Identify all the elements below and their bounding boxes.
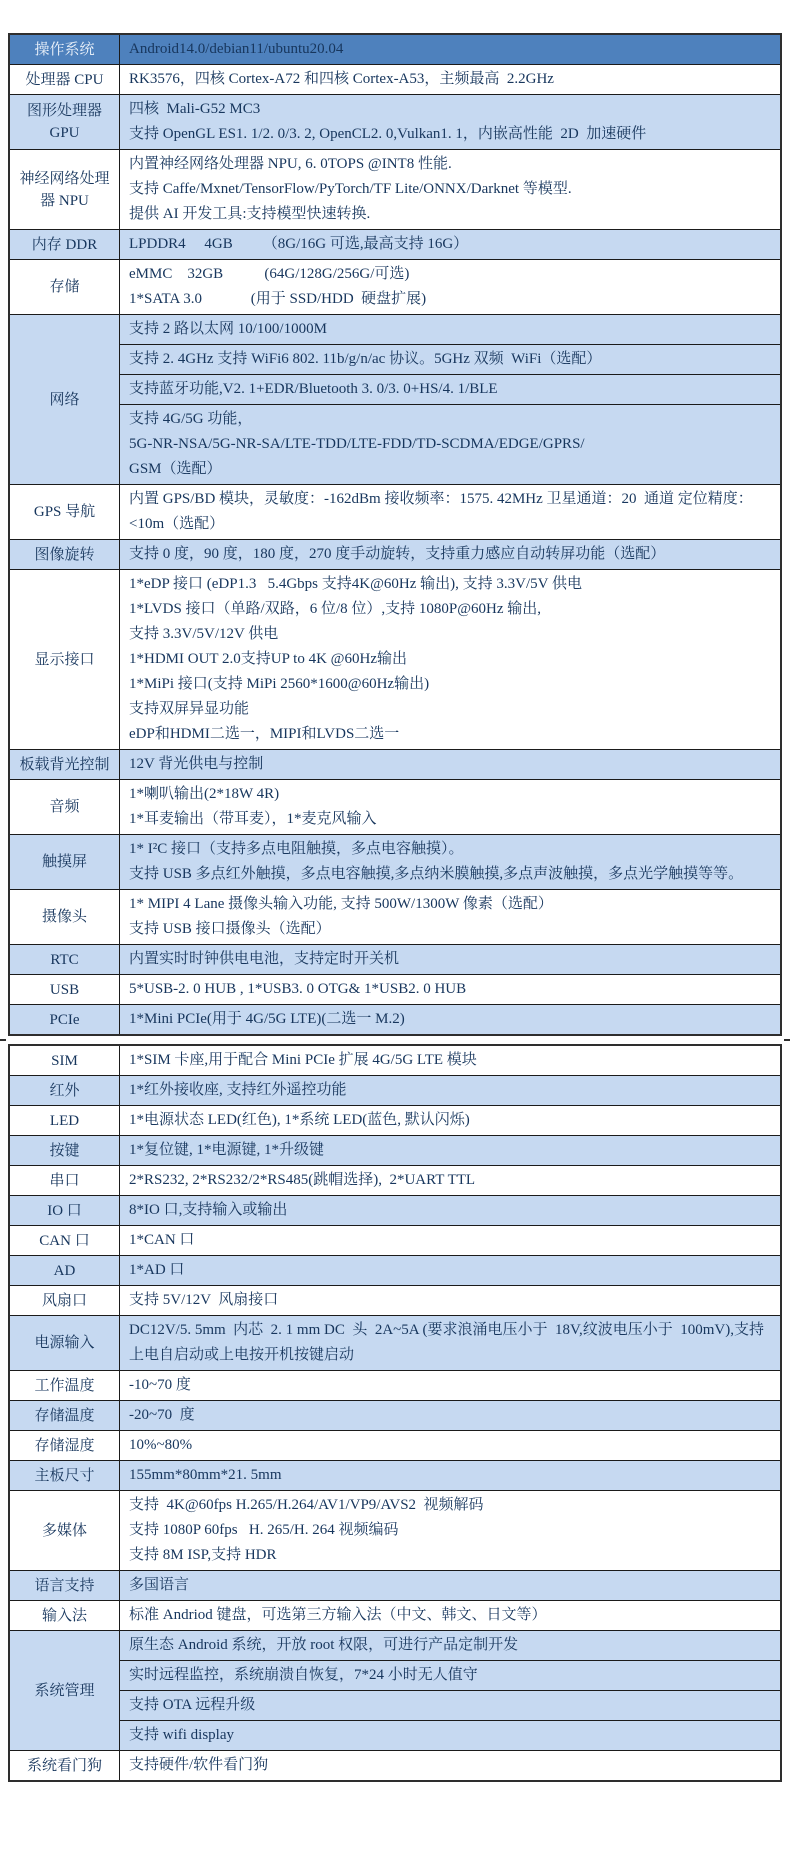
spec-label-multimedia: 多媒体 bbox=[10, 1491, 120, 1570]
spec-row-storage-temp bbox=[10, 1400, 780, 1430]
spec-value-line: GSM（选配） bbox=[129, 461, 222, 477]
spec-value-line: DC12V/5. 5mm 内芯 2. 1 mm DC 头 2A~5A (要求浪涌电压小于 18V,纹波电压小于 100mV),支持上电自启动或上电按开机按键启动 bbox=[129, 1322, 764, 1363]
spec-values-os bbox=[120, 35, 780, 64]
spec-label-fan: 风扇口 bbox=[10, 1286, 120, 1315]
spec-value-line: 支持 5V/12V 风扇接口 bbox=[129, 1292, 279, 1308]
spec-row-can bbox=[10, 1225, 780, 1255]
spec-label-pcie: PCIe bbox=[10, 1005, 120, 1034]
spec-values-rtc bbox=[120, 945, 780, 974]
spec-value-cell bbox=[120, 1571, 780, 1600]
spec-value-cell bbox=[120, 1720, 780, 1750]
spec-row-watchdog bbox=[10, 1750, 780, 1780]
spec-values-power bbox=[120, 1316, 780, 1370]
spec-row-rotation bbox=[10, 539, 780, 569]
spec-values-multimedia bbox=[120, 1491, 780, 1570]
spec-value-cell bbox=[120, 260, 780, 314]
spec-value-cell bbox=[120, 485, 780, 539]
spec-value-cell bbox=[120, 230, 780, 259]
spec-row-power bbox=[10, 1315, 780, 1370]
spec-label-usb: USB bbox=[10, 975, 120, 1004]
spec-values-buttons bbox=[120, 1136, 780, 1165]
spec-value-line: 1* MIPI 4 Lane 摄像头输入功能, 支持 500W/1300W 像素（选配） bbox=[129, 896, 553, 912]
spec-label-op-temp: 工作温度 bbox=[10, 1371, 120, 1400]
spec-values-display bbox=[120, 570, 780, 749]
spec-value-cell bbox=[120, 315, 780, 344]
spec-label-network: 网络 bbox=[10, 315, 120, 484]
spec-value-line: 1*eDP 接口 (eDP1.3 5.4Gbps 支持4K@60Hz 输出), 支持 3.3V/5V 供电 bbox=[129, 576, 582, 592]
spec-label-io: IO 口 bbox=[10, 1196, 120, 1225]
spec-values-serial bbox=[120, 1166, 780, 1195]
spec-row-gps bbox=[10, 484, 780, 539]
spec-value-line: 8*IO 口,支持输入或输出 bbox=[129, 1202, 288, 1218]
spec-table bbox=[8, 33, 782, 1782]
spec-row-buttons bbox=[10, 1135, 780, 1165]
spec-label-os: 操作系统 bbox=[10, 35, 120, 64]
spec-values-io bbox=[120, 1196, 780, 1225]
spec-value-line: 1*CAN 口 bbox=[129, 1232, 195, 1248]
spec-row-pcie bbox=[10, 1004, 780, 1034]
spec-value-line: 支持 4G/5G 功能， bbox=[129, 411, 253, 427]
spec-label-can: CAN 口 bbox=[10, 1226, 120, 1255]
spec-values-backlight bbox=[120, 750, 780, 779]
spec-value-line: 内置 GPS/BD 模块，灵敏度：-162dBm 接收频率：1575. 42MHz 卫星通道：20 通道 定位精度：<10m（选配） bbox=[129, 491, 753, 532]
spec-value-cell bbox=[120, 1601, 780, 1630]
spec-label-gpu: 图形处理器 GPU bbox=[10, 95, 120, 149]
spec-value-line: 内置实时时钟供电电池，支持定时开关机 bbox=[129, 951, 400, 967]
spec-value-line: 支持蓝牙功能,V2. 1+EDR/Bluetooth 3. 0/3. 0+HS/4. 1/BLE bbox=[129, 381, 498, 397]
spec-values-led bbox=[120, 1106, 780, 1135]
spec-values-network bbox=[120, 315, 780, 484]
spec-values-gps bbox=[120, 485, 780, 539]
spec-label-system-management: 系统管理 bbox=[10, 1631, 120, 1750]
spec-label-input-method: 输入法 bbox=[10, 1601, 120, 1630]
spec-values-op-temp bbox=[120, 1371, 780, 1400]
spec-label-storage-temp: 存储温度 bbox=[10, 1401, 120, 1430]
spec-value-line: 支持 wifi display bbox=[129, 1727, 234, 1743]
spec-values-rotation bbox=[120, 540, 780, 569]
spec-values-storage bbox=[120, 260, 780, 314]
spec-row-network bbox=[10, 314, 780, 484]
spec-label-ad: AD bbox=[10, 1256, 120, 1285]
spec-row-multimedia bbox=[10, 1490, 780, 1570]
spec-value-line: 支持 OpenGL ES1. 1/2. 0/3. 2, OpenCL2. 0,Vulkan1. 1，内嵌高性能 2D 加速硬件 bbox=[129, 126, 647, 142]
spec-values-usb bbox=[120, 975, 780, 1004]
spec-value-cell bbox=[120, 1196, 780, 1225]
spec-value-line: 支持 3.3V/5V/12V 供电 bbox=[129, 626, 279, 642]
spec-value-cell bbox=[120, 1226, 780, 1255]
spec-values-watchdog bbox=[120, 1751, 780, 1780]
spec-value-cell bbox=[120, 1256, 780, 1285]
spec-value-line: 支持双屏异显功能 bbox=[129, 701, 250, 717]
spec-label-touch: 触摸屏 bbox=[10, 835, 120, 889]
spec-row-storage bbox=[10, 259, 780, 314]
spec-value-cell bbox=[120, 95, 780, 149]
spec-value-cell bbox=[120, 35, 780, 64]
spec-label-npu: 神经网络处理器 NPU bbox=[10, 150, 120, 229]
spec-value-cell bbox=[120, 1371, 780, 1400]
spec-row-usb bbox=[10, 974, 780, 1004]
spec-value-cell bbox=[120, 344, 780, 374]
spec-value-line: 1*红外接收座, 支持红外遥控功能 bbox=[129, 1082, 347, 1098]
spec-values-audio bbox=[120, 780, 780, 834]
spec-value-line: 支持 1080P 60fps H. 265/H. 264 视频编码 bbox=[129, 1522, 399, 1538]
spec-values-ad bbox=[120, 1256, 780, 1285]
spec-value-cell bbox=[120, 750, 780, 779]
spec-value-cell bbox=[120, 65, 780, 94]
spec-value-line: 155mm*80mm*21. 5mm bbox=[129, 1467, 282, 1483]
spec-value-line: 5*USB-2. 0 HUB , 1*USB3. 0 OTG& 1*USB2. 0 HUB bbox=[129, 981, 467, 997]
spec-value-line: 支持 2. 4GHz 支持 WiFi6 802. 11b/g/n/ac 协议。5GHz 双频 WiFi（选配） bbox=[129, 351, 602, 367]
spec-value-line: RK3576，四核 Cortex-A72 和四核 Cortex-A53，主频最高 2.2GHz bbox=[129, 71, 554, 87]
spec-value-cell bbox=[120, 1431, 780, 1460]
spec-values-storage-temp bbox=[120, 1401, 780, 1430]
spec-row-ddr bbox=[10, 229, 780, 259]
spec-value-cell bbox=[120, 540, 780, 569]
spec-value-line: 1*耳麦输出（带耳麦），1*麦克风输入 bbox=[129, 811, 377, 827]
spec-label-ir: 红外 bbox=[10, 1076, 120, 1105]
spec-value-cell bbox=[120, 1751, 780, 1780]
spec-table-section-2 bbox=[8, 1044, 782, 1782]
spec-row-cpu bbox=[10, 64, 780, 94]
spec-value-line: 支持硬件/软件看门狗 bbox=[129, 1757, 269, 1773]
spec-value-line: 1*电源状态 LED(红色), 1*系统 LED(蓝色, 默认闪烁) bbox=[129, 1112, 470, 1128]
spec-value-cell bbox=[120, 1046, 780, 1075]
spec-value-line: 提供 AI 开发工具:支持模型快速转换. bbox=[129, 206, 371, 222]
spec-value-cell bbox=[120, 1106, 780, 1135]
spec-label-storage: 存储 bbox=[10, 260, 120, 314]
spec-row-camera bbox=[10, 889, 780, 944]
spec-value-cell bbox=[120, 404, 780, 484]
spec-value-line: 1*HDMI OUT 2.0支持UP to 4K @60Hz输出 bbox=[129, 651, 407, 667]
spec-values-fan bbox=[120, 1286, 780, 1315]
spec-values-input-method bbox=[120, 1601, 780, 1630]
spec-values-pcie bbox=[120, 1005, 780, 1034]
spec-values-npu bbox=[120, 150, 780, 229]
spec-row-rtc bbox=[10, 944, 780, 974]
spec-row-fan bbox=[10, 1285, 780, 1315]
spec-values-can bbox=[120, 1226, 780, 1255]
spec-value-line: -10~70 度 bbox=[129, 1377, 191, 1393]
spec-label-buttons: 按键 bbox=[10, 1136, 120, 1165]
spec-row-board-size bbox=[10, 1460, 780, 1490]
spec-values-storage-humidity bbox=[120, 1431, 780, 1460]
spec-row-touch bbox=[10, 834, 780, 889]
spec-value-cell bbox=[120, 1286, 780, 1315]
spec-value-line: 支持 0 度，90 度，180 度，270 度手动旋转，支持重力感应自动转屏功能（选配） bbox=[129, 546, 666, 562]
spec-row-language bbox=[10, 1570, 780, 1600]
spec-row-npu bbox=[10, 149, 780, 229]
spec-row-op-temp bbox=[10, 1370, 780, 1400]
spec-row-storage-humidity bbox=[10, 1430, 780, 1460]
spec-values-ddr bbox=[120, 230, 780, 259]
spec-label-sim: SIM bbox=[10, 1046, 120, 1075]
spec-label-power: 电源输入 bbox=[10, 1316, 120, 1370]
spec-value-line: 5G-NR-NSA/5G-NR-SA/LTE-TDD/LTE-FDD/TD-SCDMA/EDGE/GPRS/ bbox=[129, 436, 585, 452]
spec-label-rotation: 图像旋转 bbox=[10, 540, 120, 569]
spec-value-line: 1*MiPi 接口(支持 MiPi 2560*1600@60Hz输出) bbox=[129, 676, 430, 692]
spec-row-sim bbox=[10, 1046, 780, 1075]
spec-value-cell bbox=[120, 1316, 780, 1370]
spec-value-cell bbox=[120, 890, 780, 944]
spec-value-line: 1* I²C 接口（支持多点电阻触摸，多点电容触摸）。 bbox=[129, 841, 464, 857]
spec-label-camera: 摄像头 bbox=[10, 890, 120, 944]
spec-value-line: LPDDR4 4GB （8G/16G 可选,最高支持 16G） bbox=[129, 236, 469, 252]
spec-value-cell bbox=[120, 570, 780, 749]
spec-row-ir bbox=[10, 1075, 780, 1105]
spec-values-gpu bbox=[120, 95, 780, 149]
spec-label-led: LED bbox=[10, 1106, 120, 1135]
spec-label-rtc: RTC bbox=[10, 945, 120, 974]
spec-value-cell bbox=[120, 1660, 780, 1690]
spec-value-cell bbox=[120, 374, 780, 404]
spec-value-line: 1*LVDS 接口（单路/双路，6 位/8 位）,支持 1080P@60Hz 输出, bbox=[129, 601, 542, 617]
spec-label-serial: 串口 bbox=[10, 1166, 120, 1195]
spec-label-backlight: 板载背光控制 bbox=[10, 750, 120, 779]
spec-value-cell bbox=[120, 1166, 780, 1195]
spec-values-language bbox=[120, 1571, 780, 1600]
spec-value-line: 支持 2 路以太网 10/100/1000M bbox=[129, 321, 327, 337]
spec-value-cell bbox=[120, 1631, 780, 1660]
spec-value-line: 标准 Andriod 键盘，可选第三方输入法（中文、韩文、日文等） bbox=[129, 1607, 547, 1623]
spec-row-input-method bbox=[10, 1600, 780, 1630]
spec-row-led bbox=[10, 1105, 780, 1135]
spec-table-section-1 bbox=[8, 33, 782, 1036]
spec-value-line: 1*AD 口 bbox=[129, 1262, 185, 1278]
spec-values-sim bbox=[120, 1046, 780, 1075]
spec-values-board-size bbox=[120, 1461, 780, 1490]
spec-label-audio: 音频 bbox=[10, 780, 120, 834]
spec-value-line: 四核 Mali-G52 MC3 bbox=[129, 101, 261, 117]
spec-value-cell bbox=[120, 835, 780, 889]
spec-value-cell bbox=[120, 1690, 780, 1720]
spec-value-line: 实时远程监控，系统崩溃自恢复，7*24 小时无人值守 bbox=[129, 1667, 478, 1683]
spec-value-line: 12V 背光供电与控制 bbox=[129, 756, 264, 772]
spec-value-line: 支持 USB 接口摄像头（选配） bbox=[129, 921, 331, 937]
spec-value-line: 支持 USB 多点红外触摸，多点电容触摸,多点纳米膜触摸,多点声波触摸，多点光学触摸等等。 bbox=[129, 866, 744, 882]
spec-values-camera bbox=[120, 890, 780, 944]
spec-value-line: 多国语言 bbox=[129, 1577, 190, 1593]
spec-label-storage-humidity: 存储湿度 bbox=[10, 1431, 120, 1460]
spec-row-system-management bbox=[10, 1630, 780, 1750]
spec-value-line: 1*复位键, 1*电源键, 1*升级键 bbox=[129, 1142, 325, 1158]
spec-row-ad bbox=[10, 1255, 780, 1285]
spec-row-gpu bbox=[10, 94, 780, 149]
spec-value-line: eDP和HDMI二选一，MIPI和LVDS二选一 bbox=[129, 726, 400, 742]
spec-value-line: 1*SATA 3.0 (用于 SSD/HDD 硬盘扩展) bbox=[129, 291, 427, 307]
spec-value-line: 1*Mini PCIe(用于 4G/5G LTE)(二选一 M.2) bbox=[129, 1011, 405, 1027]
spec-value-cell bbox=[120, 945, 780, 974]
spec-value-cell bbox=[120, 1136, 780, 1165]
spec-label-display: 显示接口 bbox=[10, 570, 120, 749]
spec-value-cell bbox=[120, 1076, 780, 1105]
spec-row-display bbox=[10, 569, 780, 749]
spec-value-cell bbox=[120, 1005, 780, 1034]
spec-value-line: 1*SIM 卡座,用于配合 Mini PCIe 扩展 4G/5G LTE 模块 bbox=[129, 1052, 477, 1068]
spec-values-system-management bbox=[120, 1631, 780, 1750]
spec-value-line: 2*RS232, 2*RS232/2*RS485(跳帽选择), 2*UART TTL bbox=[129, 1172, 476, 1188]
spec-value-line: -20~70 度 bbox=[129, 1407, 195, 1423]
spec-value-cell bbox=[120, 1461, 780, 1490]
spec-value-cell bbox=[120, 1401, 780, 1430]
spec-label-ddr: 内存 DDR bbox=[10, 230, 120, 259]
spec-values-cpu bbox=[120, 65, 780, 94]
spec-value-cell bbox=[120, 1491, 780, 1570]
spec-value-cell bbox=[120, 975, 780, 1004]
spec-value-line: 10%~80% bbox=[129, 1437, 193, 1453]
spec-value-line: 原生态 Android 系统，开放 root 权限，可进行产品定制开发 bbox=[129, 1637, 519, 1653]
spec-value-line: 支持 8M ISP,支持 HDR bbox=[129, 1547, 277, 1563]
spec-row-io bbox=[10, 1195, 780, 1225]
spec-value-line: 支持 OTA 远程升级 bbox=[129, 1697, 256, 1713]
spec-value-line: Android14.0/debian11/ubuntu20.04 bbox=[129, 41, 344, 57]
spec-value-cell bbox=[120, 150, 780, 229]
spec-value-line: 支持 Caffe/Mxnet/TensorFlow/PyTorch/TF Lite/ONNX/Darknet 等模型. bbox=[129, 181, 572, 197]
spec-label-cpu: 处理器 CPU bbox=[10, 65, 120, 94]
spec-label-watchdog: 系统看门狗 bbox=[10, 1751, 120, 1780]
spec-label-gps: GPS 导航 bbox=[10, 485, 120, 539]
spec-row-os bbox=[10, 35, 780, 64]
spec-row-backlight bbox=[10, 749, 780, 779]
spec-value-cell bbox=[120, 780, 780, 834]
spec-label-board-size: 主板尺寸 bbox=[10, 1461, 120, 1490]
spec-row-audio bbox=[10, 779, 780, 834]
spec-value-line: 支持 4K@60fps H.265/H.264/AV1/VP9/AVS2 视频解码 bbox=[129, 1497, 484, 1513]
spec-values-ir bbox=[120, 1076, 780, 1105]
spec-label-language: 语言支持 bbox=[10, 1571, 120, 1600]
spec-value-line: eMMC 32GB (64G/128G/256G/可选) bbox=[129, 266, 410, 282]
page-break-gap bbox=[8, 1036, 782, 1044]
spec-value-line: 1*喇叭输出(2*18W 4R) bbox=[129, 786, 280, 802]
spec-row-serial bbox=[10, 1165, 780, 1195]
spec-value-line: 内置神经网络处理器 NPU, 6. 0TOPS @INT8 性能. bbox=[129, 156, 452, 172]
spec-values-touch bbox=[120, 835, 780, 889]
